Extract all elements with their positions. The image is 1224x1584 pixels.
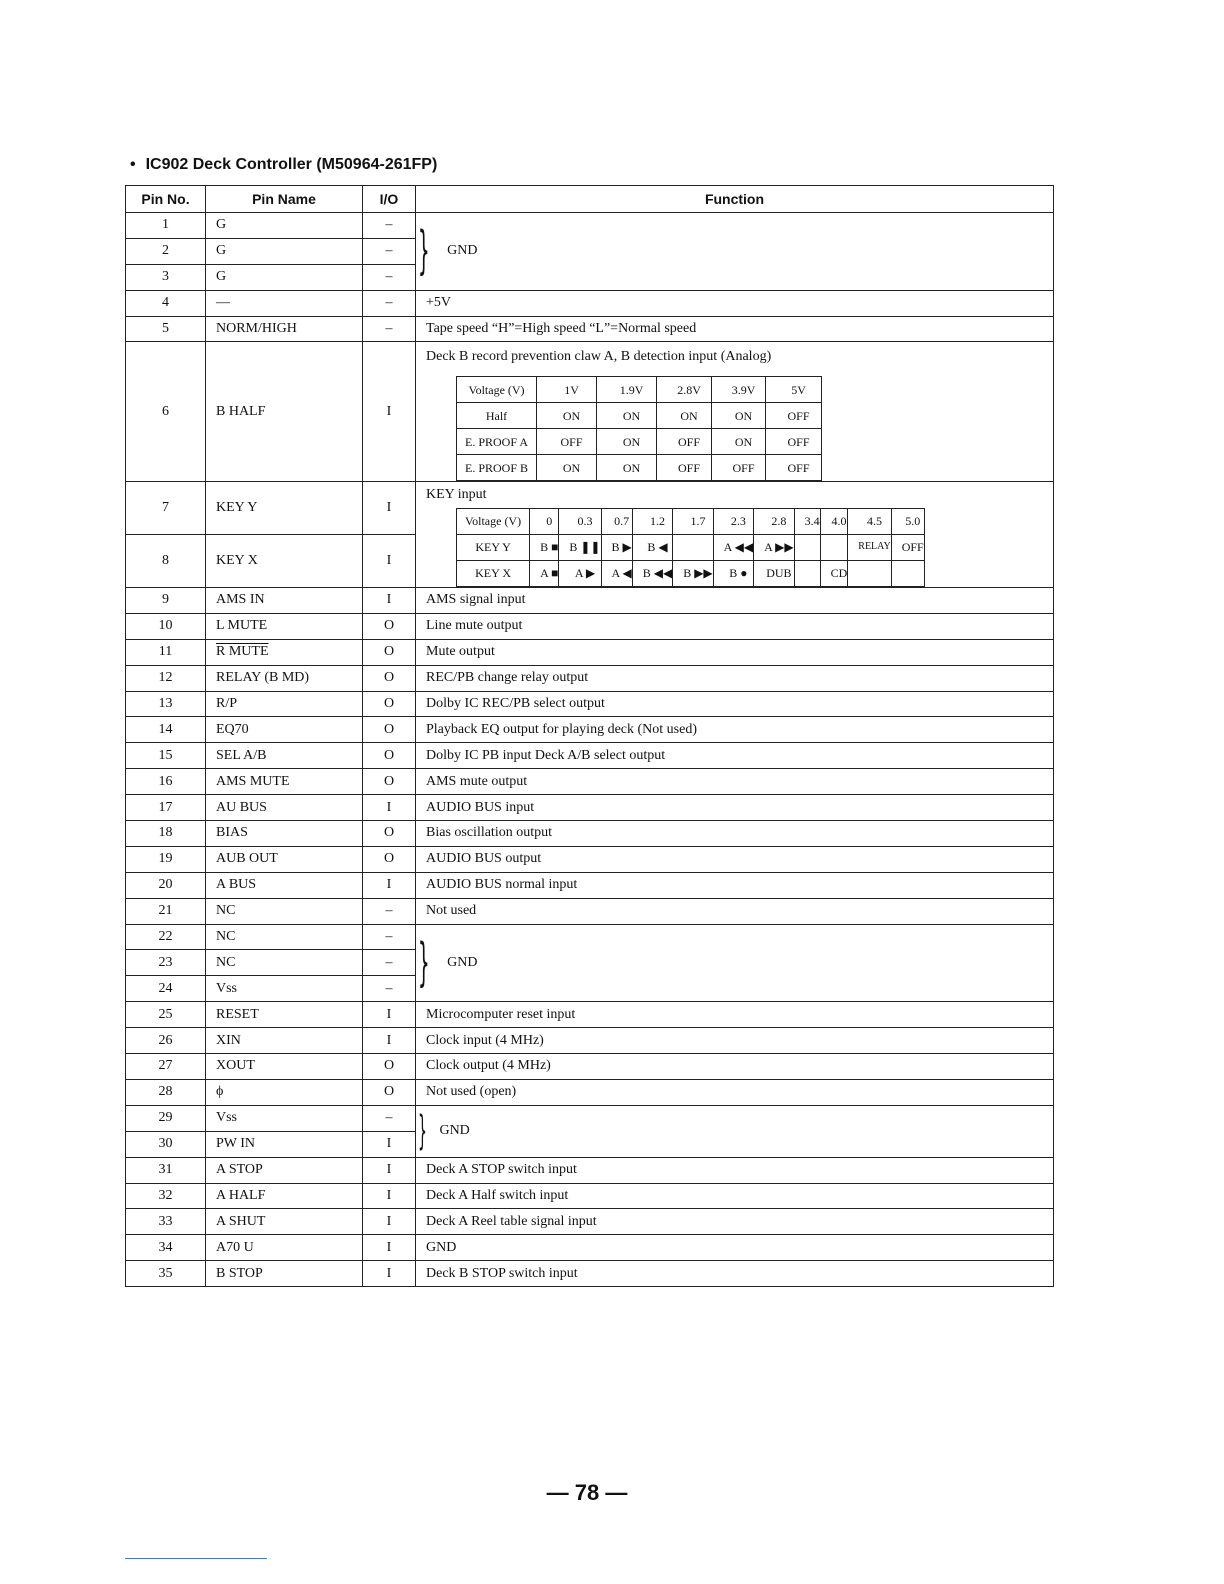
function-bhalf (416, 342, 1054, 482)
pin-io: – (363, 976, 416, 1002)
bhalf-cell: Half (457, 403, 537, 429)
pin-io: I (363, 482, 416, 535)
key-cell: DUB (754, 560, 794, 586)
table-row (126, 213, 1054, 239)
key-cell: 2.8 (754, 509, 794, 535)
key-cell: B ◀◀ (632, 560, 672, 586)
pin-no: 18 (126, 821, 206, 847)
pin-name: KEY X (206, 535, 363, 588)
pin-name: EQ70 (206, 717, 363, 743)
key-cell: A ▶▶ (754, 534, 794, 560)
key-cell: B ◀ (632, 534, 672, 560)
pin-io: – (363, 238, 416, 264)
bhalf-cell: E. PROOF A (457, 429, 537, 455)
pin-function: Dolby IC REC/PB select output (416, 691, 1054, 717)
key-cell: OFF (891, 534, 924, 560)
bhalf-heading: Deck B record prevention claw A, B detection input (Analog) (426, 349, 772, 365)
table-row (126, 1002, 1054, 1028)
pin-io: O (363, 846, 416, 872)
pin-no: 9 (126, 588, 206, 614)
bhalf-cell: 3.9V (712, 377, 766, 403)
pin-io: O (363, 769, 416, 795)
pin-no: 1 (126, 213, 206, 239)
pin-name: — (206, 290, 363, 316)
pin-no: 15 (126, 743, 206, 769)
pin-name: L MUTE (206, 613, 363, 639)
pin-name: A70 U (206, 1235, 363, 1261)
pin-name: BIAS (206, 821, 363, 847)
pin-no: 27 (126, 1054, 206, 1080)
bhalf-cell: ON (537, 455, 597, 481)
pin-function: Not used (open) (416, 1079, 1054, 1105)
pin-io: – (363, 316, 416, 342)
pin-no: 21 (126, 898, 206, 924)
pin-no: 3 (126, 264, 206, 290)
pin-function: Bias oscillation output (416, 821, 1054, 847)
pin-function: Not used (416, 898, 1054, 924)
pin-io: – (363, 950, 416, 976)
bhalf-row (457, 403, 822, 429)
table-row (126, 872, 1054, 898)
pin-no: 11 (126, 639, 206, 665)
pin-table (125, 185, 1054, 1287)
pin-io: I (363, 535, 416, 588)
table-row (126, 1235, 1054, 1261)
pin-function: Tape speed “H”=High speed “L”=Normal speed (416, 316, 1054, 342)
page-number: — 78 — (546, 1480, 628, 1505)
pin-no: 23 (126, 950, 206, 976)
pin-io: O (363, 639, 416, 665)
bhalf-cell: 1V (537, 377, 597, 403)
key-cell (820, 534, 848, 560)
pin-name: XOUT (206, 1054, 363, 1080)
pin-io: – (363, 1105, 416, 1131)
pin-function: GND (416, 1235, 1054, 1261)
bhalf-cell: E. PROOF B (457, 455, 537, 481)
pin-no: 19 (126, 846, 206, 872)
bhalf-header-row (457, 377, 822, 403)
pin-io: I (363, 1157, 416, 1183)
table-row (126, 1157, 1054, 1183)
pin-function: AMS mute output (416, 769, 1054, 795)
key-cell: B ▶ (601, 534, 632, 560)
bhalf-cell: OFF (537, 429, 597, 455)
key-cell (794, 560, 820, 586)
table-row (126, 665, 1054, 691)
pin-name: B HALF (206, 342, 363, 482)
pin-io: I (363, 1209, 416, 1235)
key-cell: KEY Y (457, 534, 530, 560)
pin-name: AMS MUTE (206, 769, 363, 795)
pin-no: 12 (126, 665, 206, 691)
table-row (126, 898, 1054, 924)
table-row (126, 846, 1054, 872)
table-row (126, 342, 1054, 482)
pin-no: 13 (126, 691, 206, 717)
key-heading: KEY input (426, 487, 487, 503)
table-row (126, 588, 1054, 614)
key-cell: 4.5 (848, 509, 891, 535)
pin-name: NORM/HIGH (206, 316, 363, 342)
pin-io: – (363, 924, 416, 950)
gnd-label: GND (447, 954, 478, 970)
pin-no: 30 (126, 1131, 206, 1157)
key-cell: B ● (713, 560, 753, 586)
table-row (126, 613, 1054, 639)
table-row (126, 924, 1054, 950)
key-cell: 2.3 (713, 509, 753, 535)
gnd-label: GND (439, 1123, 470, 1139)
pin-no: 4 (126, 290, 206, 316)
pin-name: Vss (206, 1105, 363, 1131)
pin-no: 16 (126, 769, 206, 795)
table-row (126, 1209, 1054, 1235)
pin-io: O (363, 1054, 416, 1080)
pin-name: A STOP (206, 1157, 363, 1183)
key-cell: A ▶ (559, 560, 601, 586)
function-gnd (416, 1105, 1054, 1157)
pin-io: I (363, 1028, 416, 1054)
pin-no: 17 (126, 795, 206, 821)
pin-io: I (363, 1235, 416, 1261)
pin-name: RELAY (B MD) (206, 665, 363, 691)
bhalf-row (457, 429, 822, 455)
bhalf-cell: ON (537, 403, 597, 429)
header-row (126, 186, 1054, 213)
pin-no: 26 (126, 1028, 206, 1054)
key-cell: 5.0 (891, 509, 924, 535)
bhalf-cell: OFF (712, 455, 766, 481)
key-cell (794, 534, 820, 560)
pin-name: R MUTE (206, 639, 363, 665)
table-row (126, 1028, 1054, 1054)
pin-name: G (206, 264, 363, 290)
pin-function: Playback EQ output for playing deck (Not used) (416, 717, 1054, 743)
pin-io: I (363, 1131, 416, 1157)
pin-name: PW IN (206, 1131, 363, 1157)
pin-io: O (363, 613, 416, 639)
title-text: IC902 Deck Controller (M50964-261FP) (145, 156, 438, 173)
pin-function: +5V (416, 290, 1054, 316)
key-row (457, 534, 925, 560)
bhalf-cell: ON (712, 429, 766, 455)
pin-name: AU BUS (206, 795, 363, 821)
table-row (126, 795, 1054, 821)
pin-function: Deck A STOP switch input (416, 1157, 1054, 1183)
key-cell: A ◀ (601, 560, 632, 586)
key-cell: 0 (530, 509, 559, 535)
table-row (126, 290, 1054, 316)
table-row (126, 1105, 1054, 1131)
pin-no: 24 (126, 976, 206, 1002)
pin-io: – (363, 898, 416, 924)
key-header-row (457, 509, 925, 535)
pin-name: KEY Y (206, 482, 363, 535)
pin-name: A SHUT (206, 1209, 363, 1235)
function-gnd (416, 213, 1054, 291)
pin-name: A HALF (206, 1183, 363, 1209)
key-cell: B ■ (530, 534, 559, 560)
pin-no: 31 (126, 1157, 206, 1183)
bhalf-cell: 1.9V (597, 377, 657, 403)
key-cell: KEY X (457, 560, 530, 586)
pin-function: Mute output (416, 639, 1054, 665)
pin-io: O (363, 821, 416, 847)
key-cell: B ❚❚ (559, 534, 601, 560)
brace-icon: } (418, 221, 430, 282)
pin-io: I (363, 1261, 416, 1287)
table-row (126, 316, 1054, 342)
pin-io: I (363, 1002, 416, 1028)
pin-no: 28 (126, 1079, 206, 1105)
pin-io: I (363, 342, 416, 482)
header-pin: Pin No. (126, 186, 206, 213)
table-row (126, 691, 1054, 717)
pin-no: 33 (126, 1209, 206, 1235)
brace-icon: } (418, 932, 430, 993)
pin-name: G (206, 238, 363, 264)
key-cell: RELAY (848, 534, 891, 560)
pin-io: – (363, 264, 416, 290)
pin-io: I (363, 588, 416, 614)
key-cell: A ■ (530, 560, 559, 586)
key-cell: A ◀◀ (713, 534, 753, 560)
bhalf-table (456, 376, 822, 481)
pin-io: I (363, 872, 416, 898)
pin-name: R/P (206, 691, 363, 717)
header-name: Pin Name (206, 186, 363, 213)
pin-name: ϕ (206, 1079, 363, 1105)
pin-io: O (363, 665, 416, 691)
pin-name: RESET (206, 1002, 363, 1028)
bhalf-cell: 2.8V (657, 377, 712, 403)
pin-io: O (363, 717, 416, 743)
pin-name: A BUS (206, 872, 363, 898)
pin-function: Deck A Half switch input (416, 1183, 1054, 1209)
pin-no: 6 (126, 342, 206, 482)
pin-name: XIN (206, 1028, 363, 1054)
pin-no: 7 (126, 482, 206, 535)
bhalf-cell: 5V (766, 377, 822, 403)
pin-no: 8 (126, 535, 206, 588)
pin-io: – (363, 290, 416, 316)
key-cell: 0.7 (601, 509, 632, 535)
pin-function: Microcomputer reset input (416, 1002, 1054, 1028)
key-cell: 3.4 (794, 509, 820, 535)
pin-no: 2 (126, 238, 206, 264)
pin-io: I (363, 795, 416, 821)
function-gnd (416, 924, 1054, 1002)
key-cell: CD (820, 560, 848, 586)
table-row (126, 1183, 1054, 1209)
key-cell (673, 534, 713, 560)
pin-function: Clock input (4 MHz) (416, 1028, 1054, 1054)
table-row (126, 639, 1054, 665)
key-cell: 4.0 (820, 509, 848, 535)
pin-function: Deck B STOP switch input (416, 1261, 1054, 1287)
pin-io: I (363, 1183, 416, 1209)
pin-name: Vss (206, 976, 363, 1002)
bhalf-cell: OFF (766, 403, 822, 429)
section-title (130, 156, 437, 174)
header-io: I/O (363, 186, 416, 213)
pin-no: 20 (126, 872, 206, 898)
pin-function: Dolby IC PB input Deck A/B select output (416, 743, 1054, 769)
table-row (126, 1079, 1054, 1105)
pin-name: NC (206, 898, 363, 924)
pin-no: 22 (126, 924, 206, 950)
bhalf-cell: OFF (766, 429, 822, 455)
bhalf-cell: ON (597, 455, 657, 481)
pin-function: Deck A Reel table signal input (416, 1209, 1054, 1235)
key-cell: 1.7 (673, 509, 713, 535)
pin-no: 5 (126, 316, 206, 342)
pin-function: AMS signal input (416, 588, 1054, 614)
key-cell: Voltage (V) (457, 509, 530, 535)
pin-name: NC (206, 924, 363, 950)
key-cell (848, 560, 891, 586)
pin-function: AUDIO BUS normal input (416, 872, 1054, 898)
pin-no: 34 (126, 1235, 206, 1261)
table-row (126, 1261, 1054, 1287)
pin-function: REC/PB change relay output (416, 665, 1054, 691)
footer-rule (125, 1558, 267, 1559)
pin-io: – (363, 213, 416, 239)
pin-no: 25 (126, 1002, 206, 1028)
table-row (126, 769, 1054, 795)
pin-function: Line mute output (416, 613, 1054, 639)
pin-no: 35 (126, 1261, 206, 1287)
pin-function: AUDIO BUS input (416, 795, 1054, 821)
bhalf-cell: ON (597, 429, 657, 455)
pin-no: 10 (126, 613, 206, 639)
pin-name: AMS IN (206, 588, 363, 614)
table-row (126, 482, 1054, 535)
pin-name: SEL A/B (206, 743, 363, 769)
key-cell: B ▶▶ (673, 560, 713, 586)
gnd-label: GND (447, 243, 478, 259)
pin-io: O (363, 691, 416, 717)
bhalf-cell: OFF (766, 455, 822, 481)
key-cell (891, 560, 924, 586)
brace-icon: } (418, 1108, 427, 1155)
bhalf-cell: Voltage (V) (457, 377, 537, 403)
pin-function: Clock output (4 MHz) (416, 1054, 1054, 1080)
pin-no: 14 (126, 717, 206, 743)
pin-name: NC (206, 950, 363, 976)
header-function: Function (416, 186, 1054, 213)
bhalf-row (457, 455, 822, 481)
key-cell: 0.3 (559, 509, 601, 535)
pin-name: G (206, 213, 363, 239)
bhalf-cell: OFF (657, 429, 712, 455)
bhalf-cell: OFF (657, 455, 712, 481)
pin-no: 32 (126, 1183, 206, 1209)
pin-no: 29 (126, 1105, 206, 1131)
key-row (457, 560, 925, 586)
function-key (416, 482, 1054, 588)
pin-io: O (363, 1079, 416, 1105)
table-row (126, 717, 1054, 743)
table-row (126, 743, 1054, 769)
pin-function: AUDIO BUS output (416, 846, 1054, 872)
pin-name: AUB OUT (206, 846, 363, 872)
pin-name: B STOP (206, 1261, 363, 1287)
key-cell: 1.2 (632, 509, 672, 535)
bhalf-cell: ON (657, 403, 712, 429)
bhalf-cell: ON (597, 403, 657, 429)
bullet: • (130, 156, 136, 173)
key-table (456, 508, 925, 587)
bhalf-cell: ON (712, 403, 766, 429)
pin-io: O (363, 743, 416, 769)
table-row (126, 1054, 1054, 1080)
table-row (126, 821, 1054, 847)
